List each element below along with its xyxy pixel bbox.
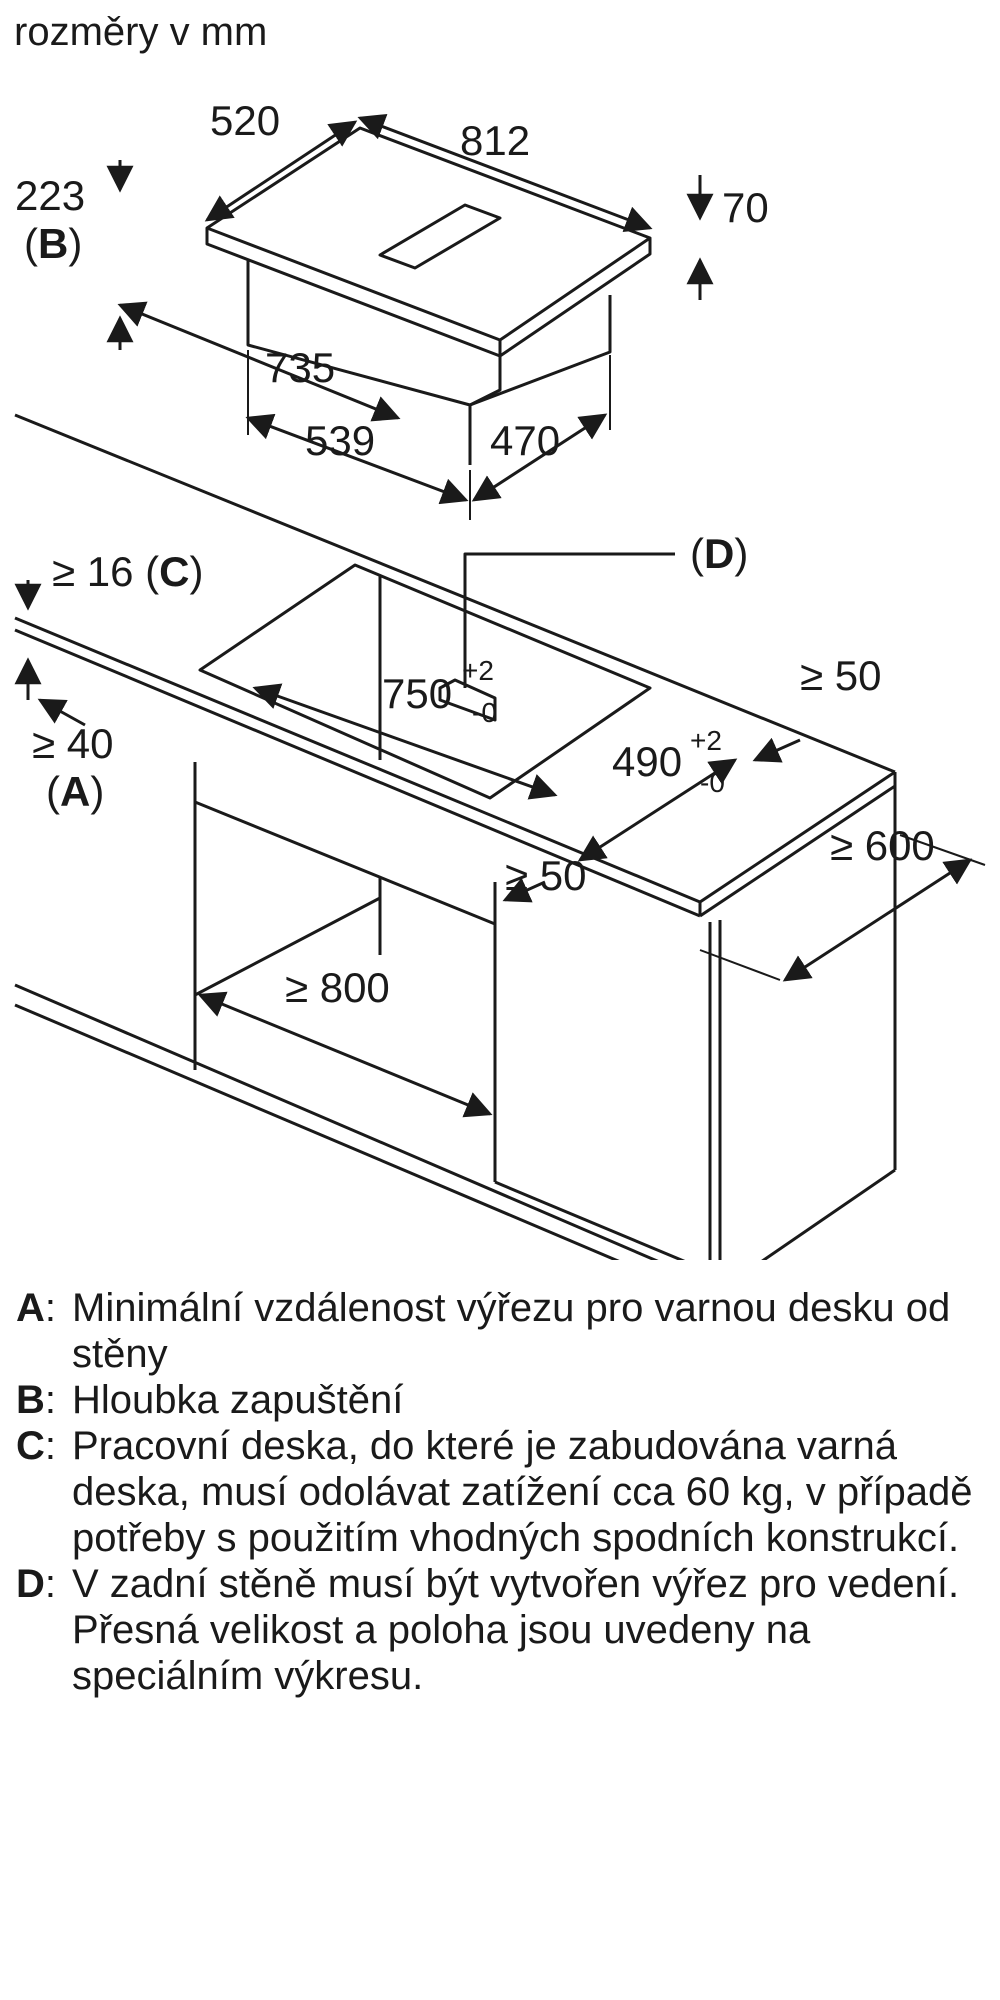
legend-text-d: V zadní stěně musí být vytvořen výřez pro vedení. Přesná velikost a poloha jsou uvedeny na speciálním výkresu. [72, 1562, 960, 1698]
dim-70: 70 [722, 184, 769, 231]
dim-470: 470 [490, 417, 561, 464]
dim-520: 520 [210, 97, 281, 144]
dim-depth-B: (B) [24, 220, 83, 267]
dim-600: ≥ 600 [830, 822, 935, 869]
label-D: (D) [690, 530, 749, 577]
dim-750: 750 [382, 670, 453, 717]
dim-750-tol-plus: +2 [462, 655, 494, 686]
dim-539: 539 [305, 417, 376, 464]
dim-490: 490 [612, 738, 683, 785]
dim-40: ≥ 40 [32, 720, 114, 767]
dim-490-tol-minus: -0 [700, 767, 725, 798]
legend-item-c: C: Pracovní deska, do které je zabudována varná deska, musí odolávat zatížení cca 60 kg, v případě potřeby s použitím vhodných spodních konstrukcí. [16, 1423, 976, 1561]
legend-item-d: D: V zadní stěně musí být vytvořen výřez pro vedení. Přesná velikost a poloha jsou uvedeny na speciálním výkresu. [16, 1561, 976, 1699]
legend-text-c: Pracovní deska, do které je zabudována varná deska, musí odolávat zatížení cca 60 kg, v případě potřeby s použitím vhodných spodních konstrukcí. [72, 1424, 973, 1560]
dim-490-tol-plus: +2 [690, 725, 722, 756]
legend-text-a: Minimální vzdálenost výřezu pro varnou desku od stěny [72, 1286, 951, 1376]
installation-drawing [0, 60, 1000, 1260]
legend [16, 1285, 976, 1699]
dim-223: 223 [15, 172, 86, 219]
dim-800: ≥ 800 [285, 964, 390, 1011]
hob-unit [207, 128, 650, 465]
dim-50-side: ≥ 50 [800, 652, 882, 699]
dim-735: 735 [265, 344, 336, 391]
dim-750-tol-minus: -0 [472, 697, 497, 728]
legend-text-b: Hloubka zapuštění [72, 1378, 404, 1422]
legend-item-a: A: Minimální vzdálenost výřezu pro varnou desku od stěny [16, 1285, 976, 1377]
dim-16-C: ≥ 16 (C) [52, 548, 204, 595]
dim-812: 812 [460, 117, 531, 164]
dim-50-front: ≥ 50 [505, 852, 587, 899]
legend-item-b: B: Hloubka zapuštění [16, 1377, 976, 1423]
units-caption: rozměry v mm [14, 10, 268, 54]
label-A: (A) [46, 768, 105, 815]
